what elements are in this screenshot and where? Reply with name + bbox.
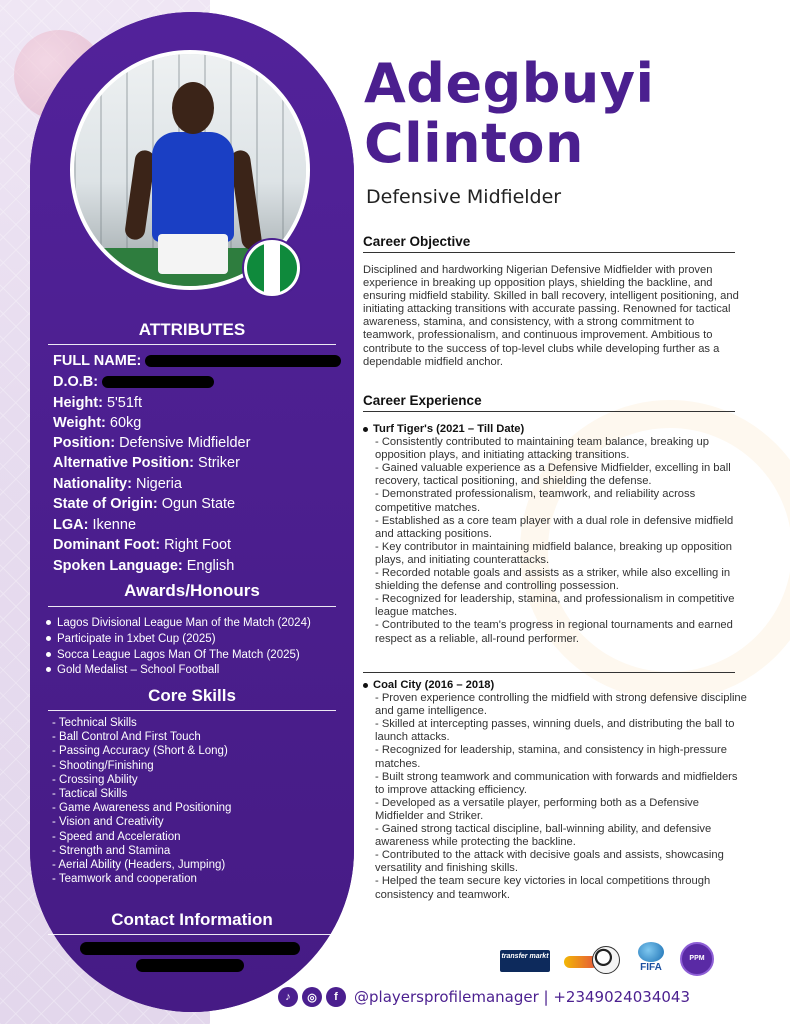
job-point: - Demonstrated professionalism, teamwork, and reliability across competitive matches. xyxy=(375,488,696,514)
redacted-bar xyxy=(136,959,244,972)
awards-title: Awards/Honours xyxy=(124,581,260,600)
divider xyxy=(363,252,735,253)
award-item: Gold Medalist – School Football xyxy=(46,664,219,676)
attr-full-name: FULL NAME: xyxy=(53,353,341,369)
skills-list xyxy=(52,716,231,886)
job-point: - Consistently contributed to maintaining team balance, breaking up opposition plays, and initiating attacking transitions. xyxy=(375,436,709,462)
objective-text: Disciplined and hardworking Nigerian Defensive Midfielder with proven experience in breaking up opposition plays, shielding the backline, and ensuring midfield stability. Skilled in ball recovery, intelligent positioning, and initiating attacking transitions with accurate passing. Renowned for tactical awareness, stamina, and consistency, with a strong commitment to teamwork, professionalism, and continuous improvement. Ambitious to contribute to the success of top-level clubs while developing further as a dependable midfield anchor. xyxy=(363,264,739,368)
football-logo xyxy=(564,946,620,976)
list-item: - Shooting/Finishing xyxy=(52,759,154,772)
job-point: - Proven experience controlling the midfield with strong defensive discipline and game intelligence. xyxy=(375,692,747,718)
attr-weight: Weight: 60kg xyxy=(53,415,142,431)
list-item: - Game Awareness and Positioning xyxy=(52,802,232,815)
list-item: - Teamwork and cooperation xyxy=(52,873,197,886)
job-point: - Contributed to the attack with decisive goals and assists, showcasing versatility and finishing skills. xyxy=(375,849,724,875)
attr-nationality: Nationality: Nigeria xyxy=(53,476,182,492)
attr-lga: LGA: Ikenne xyxy=(53,517,137,533)
attr-foot: Dominant Foot: Right Foot xyxy=(53,537,232,553)
attributes-title: ATTRIBUTES xyxy=(138,320,246,339)
attr-alt-position: Alternative Position: Striker xyxy=(53,455,240,471)
attr-height: Height: 5'51ft xyxy=(53,395,142,411)
list-item: - Technical Skills xyxy=(52,717,137,729)
attr-dob: D.O.B: xyxy=(53,374,214,390)
skills-title: Core Skills xyxy=(148,686,236,705)
footer xyxy=(278,985,690,1009)
player-role: Defensive Midfielder xyxy=(366,186,562,208)
ppm-logo: PPM xyxy=(680,942,714,976)
list-item: - Ball Control And First Touch xyxy=(52,731,201,744)
job-point: - Developed as a versatile player, performing both as a Defensive Midfielder and Striker. xyxy=(375,796,699,822)
job-point: - Key contributor in maintaining midfield balance, breaking up opposition plays, and initiating counterattacks. xyxy=(375,540,732,566)
tiktok-icon[interactable]: ♪ xyxy=(278,987,298,1007)
experience-title: Career Experience xyxy=(363,393,482,408)
job-point: - Gained valuable experience as a Defensive Midfielder, excelling in ball recovery, tactical positioning, and shielding the defense. xyxy=(375,462,731,488)
divider xyxy=(48,606,336,607)
photo-shorts xyxy=(158,234,228,274)
award-item: Participate in 1xbet Cup (2025) xyxy=(46,633,216,645)
redacted-bar xyxy=(145,355,341,367)
attr-position: Position: Defensive Midfielder xyxy=(53,435,251,451)
divider xyxy=(363,411,735,412)
list-item: - Vision and Creativity xyxy=(52,816,164,829)
job-entry xyxy=(363,679,748,902)
last-name: Clinton xyxy=(364,112,584,175)
photo-jersey xyxy=(152,132,234,242)
job-title: Coal City (2016 – 2018) xyxy=(363,679,748,692)
list-item: - Tactical Skills xyxy=(52,788,128,801)
job-point: - Helped the team secure key victories in local competitions through consistency and teamwork. xyxy=(375,875,711,901)
footer-contact: @playersprofilemanager | +2349024034043 xyxy=(354,988,690,1006)
list-item: - Strength and Stamina xyxy=(52,844,171,857)
job-point: - Contributed to the team's progress in regional tournaments and earned respect as a reliable, all-round performer. xyxy=(375,619,733,645)
divider xyxy=(48,710,336,711)
nigeria-flag-icon xyxy=(244,240,300,296)
list-item: - Passing Accuracy (Short & Long) xyxy=(52,745,228,758)
transfermarkt-logo: transfer markt xyxy=(500,950,550,972)
list-item: - Crossing Ability xyxy=(52,773,138,786)
job-point: - Gained strong tactical discipline, ball-winning ability, and defensive awareness while protecting the backline. xyxy=(375,823,712,849)
photo-head xyxy=(172,82,214,134)
first-name: Adegbuyi xyxy=(364,52,655,115)
partner-logos xyxy=(496,940,736,980)
player-name xyxy=(364,54,655,174)
award-item: Socca League Lagos Man Of The Match (2025) xyxy=(46,649,300,661)
attr-state: State of Origin: Ogun State xyxy=(53,496,236,512)
contact-title: Contact Information xyxy=(111,910,273,929)
divider xyxy=(363,672,735,673)
job-entry xyxy=(363,423,748,646)
divider xyxy=(48,934,336,935)
redacted-bar xyxy=(80,942,300,955)
objective-title: Career Objective xyxy=(363,234,471,249)
list-item: - Speed and Acceleration xyxy=(52,830,181,843)
job-point: - Built strong teamwork and communication with forwards and midfielders to improve attacking efficiency. xyxy=(375,770,738,796)
job-point: - Recognized for leadership, stamina, and consistency in high-pressure matches. xyxy=(375,744,727,770)
job-point: - Recorded notable goals and assists as a striker, while also excelling in shielding the defense and controlling possession. xyxy=(375,567,731,593)
job-point: - Recognized for leadership, stamina, and professionalism in competitive league matches. xyxy=(375,593,735,619)
redacted-bar xyxy=(102,376,214,388)
job-point: - Skilled at intercepting passes, winning duels, and distributing the ball to launch attacks. xyxy=(375,718,735,744)
fifa-logo: FIFA xyxy=(632,942,670,978)
instagram-icon[interactable]: ◎ xyxy=(302,987,322,1007)
list-item: - Aerial Ability (Headers, Jumping) xyxy=(52,859,226,872)
job-title: Turf Tiger's (2021 – Till Date) xyxy=(363,423,748,436)
job-point: - Established as a core team player with a dual role in defensive midfield and attacking positions. xyxy=(375,514,734,540)
award-item: Lagos Divisional League Man of the Match (2024) xyxy=(46,617,311,629)
divider xyxy=(48,344,336,345)
facebook-icon[interactable]: f xyxy=(326,987,346,1007)
attr-language: Spoken Language: English xyxy=(53,558,235,574)
